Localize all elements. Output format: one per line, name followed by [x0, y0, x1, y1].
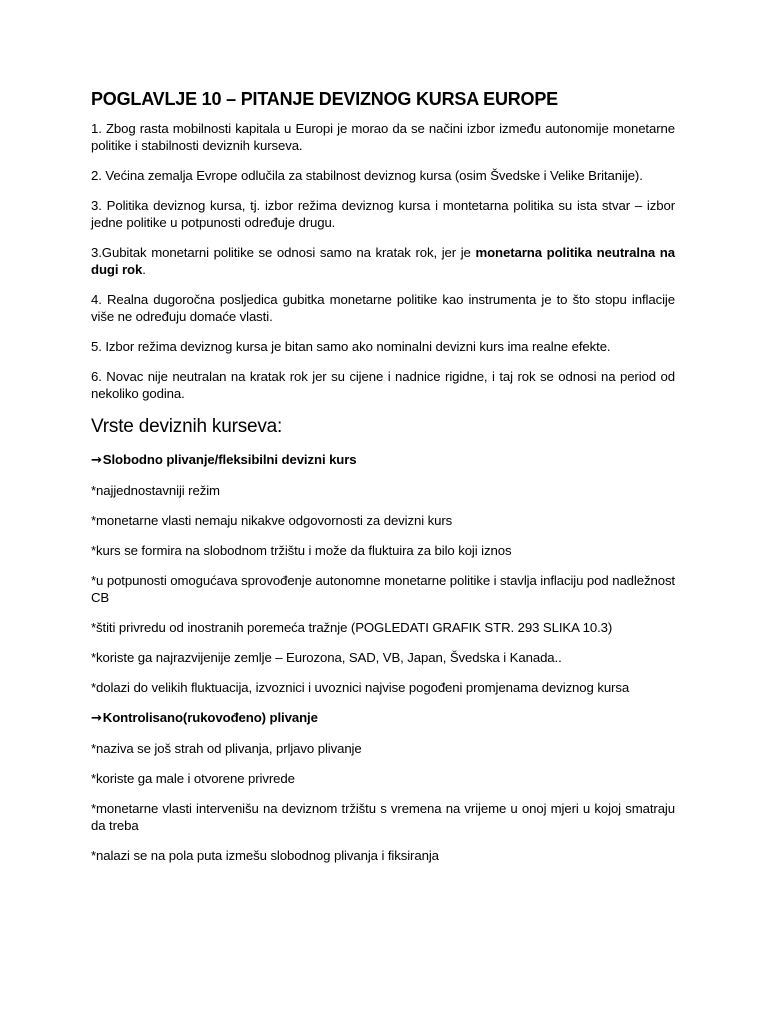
list-item: *monetarne vlasti intervenišu na deviznom tržištu s vremena na vrijeme u onoj mjeri u kojoj smatraju da treba [91, 801, 675, 833]
arrow-right-icon: → [91, 453, 102, 468]
paragraph-4-text: 3.Gubitak monetarni politike se odnosi samo na kratak rok, jer je [91, 245, 476, 260]
arrow-right-icon: → [91, 711, 102, 726]
document-page [91, 88, 675, 877]
list-item: *u potpunosti omogućava sprovođenje autonomne monetarne politike i stavlja inflaciju pod nadležnost CB [91, 573, 675, 605]
list-item: *nalazi se na pola puta izmešu slobodnog plivanja i fiksiranja [91, 848, 439, 863]
paragraph-4-bold: monetarna politika neutralna na dugi rok [91, 245, 675, 277]
list-item: *koriste ga najrazvijenije zemlje – Eurozona, SAD, VB, Japan, Švedska i Kanada.. [91, 650, 562, 665]
paragraph-7: 6. Novac nije neutralan na kratak rok jer su cijene i nadnice rigidne, i taj rok se odnosi na period od nekoliko godina. [91, 369, 675, 401]
paragraph-2: 2. Većina zemalja Evrope odlučila za stabilnost deviznog kursa (osim Švedske i Velike Britanije). [91, 168, 643, 183]
list-item: *koriste ga male i otvorene privrede [91, 771, 295, 786]
list-item: *štiti privredu od inostranih poremeća tražnje (POGLEDATI GRAFIK STR. 293 SLIKA 10.3) [91, 620, 613, 635]
paragraph-3: 3. Politika deviznog kursa, tj. izbor režima deviznog kursa i montetarna politika su ista stvar – izbor jedne politike u potpunosti određuje drugu. [91, 198, 675, 230]
paragraph-6: 5. Izbor režima deviznog kursa je bitan samo ako nominalni devizni kurs ima realne efekte. [91, 339, 611, 354]
list-item: *najjednostavniji režim [91, 483, 220, 498]
paragraph-4-end: . [142, 262, 146, 277]
list-item: *dolazi do velikih fluktuacija, izvoznici i uvoznici najvise pogođeni promjenama deviznog kursa [91, 680, 630, 695]
subheading-floating [91, 451, 675, 469]
paragraph-5: 4. Realna dugoročna posljedica gubitka monetarne politike kao instrumenta je to što stopu inflacije više ne određuju domaće vlasti. [91, 292, 675, 324]
paragraph-1: 1. Zbog rasta mobilnosti kapitala u Europi je morao da se načini izbor između autonomije monetarne politike i stabilnosti deviznih kurseva. [91, 121, 675, 153]
list-item: *kurs se formira na slobodnom tržištu i može da fluktuira za bilo koji iznos [91, 543, 512, 558]
paragraph-4 [91, 244, 675, 278]
subheading-managed [91, 709, 675, 727]
list-item: *naziva se još strah od plivanja, prljavo plivanje [91, 741, 362, 756]
subheading-managed-label: Kontrolisano(rukovođeno) plivanje [102, 710, 318, 725]
list-item: *monetarne vlasti nemaju nikakve odgovornosti za devizni kurs [91, 513, 453, 528]
document-title: POGLAVLJE 10 – PITANJE DEVIZNOG KURSA EUROPE [91, 89, 558, 109]
subheading-floating-label: Slobodno plivanje/fleksibilni devizni kurs [102, 452, 357, 467]
section-heading: Vrste deviznih kurseva: [91, 416, 283, 437]
